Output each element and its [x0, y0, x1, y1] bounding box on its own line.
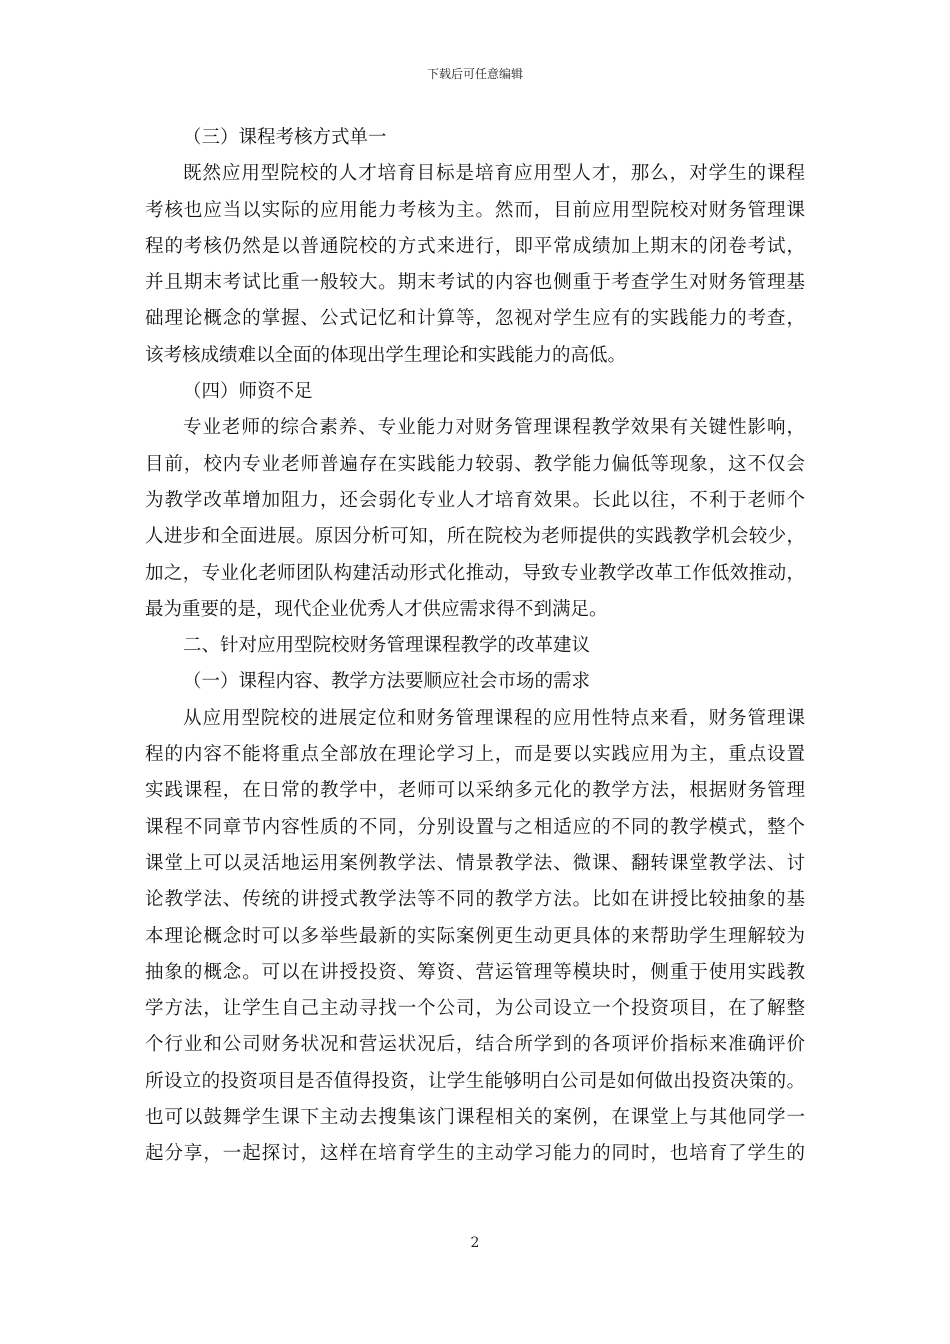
text-line: 本理论概念时可以多举些最新的实际案例更生动更具体的来帮助学生理解较为: [145, 925, 805, 947]
text-line: 论教学法、传统的讲授式教学法等不同的教学方法。比如在讲授比较抽象的基: [145, 889, 805, 911]
text-line: 也可以鼓舞学生课下主动去搜集该门课程相关的案例，在课堂上与其他同学一: [145, 1107, 805, 1129]
text-line: 抽象的概念。可以在讲授投资、筹资、营运管理等模块时，侧重于使用实践教: [145, 961, 805, 983]
text-line: 为教学改革增加阻力，还会弱化专业人才培育效果。长此以往，不利于老师个: [145, 489, 805, 511]
text-line: 二、针对应用型院校财务管理课程教学的改革建议: [183, 635, 591, 657]
text-line: 学方法，让学生自己主动寻找一个公司，为公司设立一个投资项目，在了解整: [145, 998, 805, 1020]
text-line: 并且期末考试比重一般较大。期末考试的内容也侧重于考查学生对财务管理基: [145, 272, 805, 294]
text-line: 所设立的投资项目是否值得投资，让学生能够明白公司是如何做出投资决策的。: [145, 1070, 805, 1092]
text-line: 考核也应当以实际的应用能力考核为主。然而，目前应用型院校对财务管理课: [145, 199, 805, 221]
text-line: 课程不同章节内容性质的不同，分别设置与之相适应的不同的教学模式，整个: [145, 816, 805, 838]
text-line: （一）课程内容、教学方法要顺应社会市场的需求: [183, 671, 591, 693]
text-line: 程的内容不能将重点全部放在理论学习上，而是要以实践应用为主，重点设置: [145, 744, 805, 766]
text-line: 人进步和全面进展。原因分析可知，所在院校为老师提供的实践教学机会较少，: [145, 526, 805, 548]
text-line: 专业老师的综合素养、专业能力对财务管理课程教学效果有关键性影响，: [183, 417, 805, 439]
text-line: 最为重要的是，现代企业优秀人才供应需求得不到满足。: [145, 598, 608, 620]
document-body: [145, 120, 805, 1173]
page-number: 2: [470, 1235, 480, 1251]
text-line: 既然应用型院校的人才培育目标是培育应用型人才，那么，对学生的课程: [183, 163, 805, 185]
text-line: （四）师资不足: [183, 381, 313, 403]
text-line: 加之，专业化老师团队构建活动形式化推动，导致专业教学改革工作低效推动，: [145, 562, 805, 584]
text-line: 目前，校内专业老师普遍存在实践能力较弱、教学能力偏低等现象，这不仅会: [145, 453, 805, 475]
text-line: （三）课程考核方式单一: [183, 127, 387, 148]
text-line: 该考核成绩难以全面的体现出学生理论和实践能力的高低。: [145, 344, 627, 366]
text-line: 个行业和公司财务状况和营运状况后，结合所学到的各项评价指标来准确评价: [145, 1034, 805, 1056]
text-line: 实践课程，在日常的教学中，老师可以采纳多元化的教学方法，根据财务管理: [145, 780, 805, 802]
text-line: 课堂上可以灵活地运用案例教学法、情景教学法、微课、翻转课堂教学法、讨: [145, 852, 805, 874]
page-footer: [0, 1234, 950, 1252]
text-line: 从应用型院校的进展定位和财务管理课程的应用性特点来看，财务管理课: [183, 707, 805, 729]
text-line: 础理论概念的掌握、公式记忆和计算等，忽视对学生应有的实践能力的考查，: [145, 308, 805, 330]
page-header: [0, 66, 950, 82]
text-line: 起分享，一起探讨，这样在培育学生的主动学习能力的同时，也培育了学生的: [145, 1143, 805, 1165]
text-line: 程的考核仍然是以普通院校的方式来进行，即平常成绩加上期末的闭卷考试，: [145, 235, 805, 257]
header-text: 下载后可任意编辑: [426, 67, 523, 81]
